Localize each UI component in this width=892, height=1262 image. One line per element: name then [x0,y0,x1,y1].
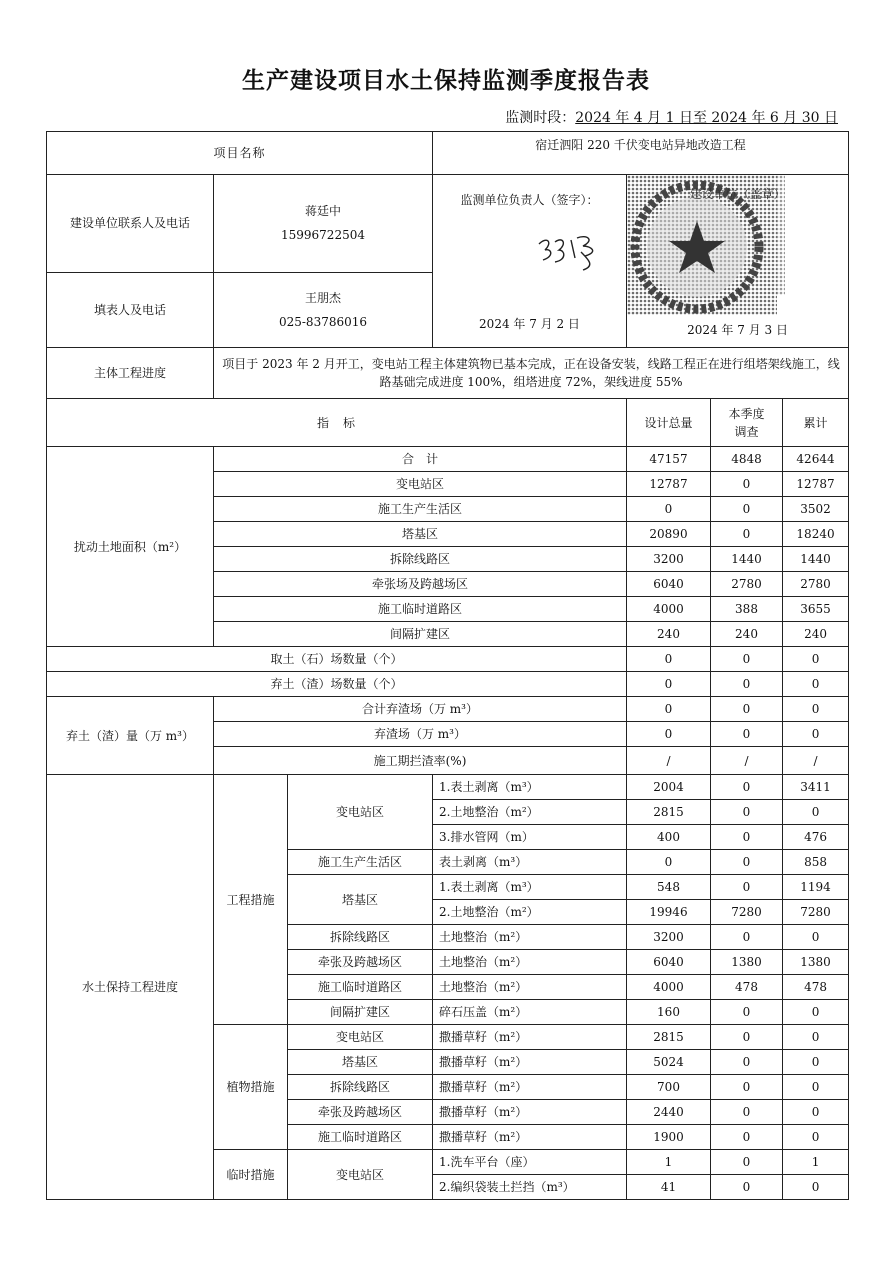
table-cell: / [711,747,783,775]
disturbed-area-label: 扰动土地面积（m²） [47,447,214,647]
contact-row [47,175,849,273]
table-cell: 拆除线路区 [214,547,627,572]
table-cell: 41 [627,1175,711,1200]
table-cell: 3502 [783,497,849,522]
swc-progress-label: 水土保持工程进度 [47,775,214,1200]
table-cell: 19946 [627,900,711,925]
zone-cell: 牵张及跨越场区 [288,950,433,975]
table-cell: 160 [627,1000,711,1025]
contact-cell [214,175,433,273]
table-cell: 0 [627,672,711,697]
table-cell: 0 [627,850,711,875]
monitor-signature-date: 2024 年 7 月 2 日 [479,317,580,331]
item-cell: 表土剥离（m³） [433,850,627,875]
table-cell: 4000 [627,975,711,1000]
table-cell: 0 [711,850,783,875]
table-cell: 0 [783,722,849,747]
contact-label: 建设单位联系人及电话 [47,175,214,273]
item-cell: 撒播草籽（m²） [433,1075,627,1100]
table-cell: 7280 [711,900,783,925]
table-cell: 0 [711,800,783,825]
table-cell: 1440 [711,547,783,572]
company-seal-cell [627,175,849,348]
item-cell: 1.表土剥离（m³） [433,875,627,900]
spoil-volume-label: 弃土（渣）量（万 m³） [47,697,214,775]
vegetation-measures-label: 植物措施 [214,1025,288,1150]
table-row [47,697,849,722]
table-cell: 0 [783,1125,849,1150]
table-cell: 0 [711,1150,783,1175]
table-cell: 取土（石）场数量（个） [47,647,627,672]
table-cell: 3655 [783,597,849,622]
indicator-header-row [47,399,849,447]
table-cell: 合 计 [214,447,627,472]
table-cell: 0 [711,825,783,850]
table-cell: 400 [627,825,711,850]
table-cell: 0 [711,497,783,522]
table-cell: 240 [783,622,849,647]
table-cell: 12787 [783,472,849,497]
table-cell: 18240 [783,522,849,547]
main-progress-text: 项目于 2023 年 2 月开工，变电站工程主体建筑物已基本完成，正在设备安装，线路工程正在进行组塔架线施工，线路基础完成进度 100%，组塔进度 72%，架线进度 55% [214,348,849,399]
zone-cell: 塔基区 [288,1050,433,1075]
table-cell: 478 [711,975,783,1000]
table-cell: 1900 [627,1125,711,1150]
zone-cell: 塔基区 [288,875,433,925]
table-cell: 6040 [627,572,711,597]
contact-phone: 15996722504 [281,228,365,243]
table-cell: 20890 [627,522,711,547]
item-cell: 碎石压盖（m²） [433,1000,627,1025]
this-quarter-header: 本季度调查 [711,399,783,447]
item-cell: 撒播草籽（m²） [433,1125,627,1150]
table-cell: 间隔扩建区 [214,622,627,647]
table-cell: 0 [627,697,711,722]
zone-cell: 施工临时道路区 [288,1125,433,1150]
monitoring-period [505,107,838,127]
table-cell: 1 [627,1150,711,1175]
table-cell: 0 [783,672,849,697]
table-cell: 0 [711,522,783,547]
handwritten-signature [533,230,603,275]
table-cell: 0 [711,1025,783,1050]
table-cell: 4848 [711,447,783,472]
table-cell: 施工生产生活区 [214,497,627,522]
table-cell: 0 [783,925,849,950]
table-cell: 弃渣场（万 m³） [214,722,627,747]
table-cell: 2815 [627,1025,711,1050]
table-cell: 700 [627,1075,711,1100]
item-cell: 1.洗车平台（座） [433,1150,627,1175]
monitoring-period-value: 2024 年 4 月 1 日至 2024 年 6 月 30 日 [575,110,838,126]
table-cell: 0 [711,1050,783,1075]
table-cell: 1380 [711,950,783,975]
zone-cell: 施工生产生活区 [288,850,433,875]
table-cell: 388 [711,597,783,622]
project-name-value: 宿迁泗阳 220 千伏变电站异地改造工程 [433,132,849,175]
table-cell: 0 [627,497,711,522]
table-cell: 施工临时道路区 [214,597,627,622]
table-cell: 2440 [627,1100,711,1125]
table-cell: 0 [711,472,783,497]
report-table [46,131,849,1200]
table-cell: 5024 [627,1050,711,1075]
table-cell: 0 [783,1000,849,1025]
item-cell: 2.土地整治（m²） [433,800,627,825]
temporary-measures-label: 临时措施 [214,1150,288,1200]
table-cell: 4000 [627,597,711,622]
table-cell: 0 [711,1175,783,1200]
item-cell: 3.排水管网（m） [433,825,627,850]
zone-cell: 变电站区 [288,775,433,850]
project-name-label: 项目名称 [47,132,433,175]
design-total-header: 设计总量 [627,399,711,447]
table-cell: 12787 [627,472,711,497]
table-cell: 240 [711,622,783,647]
filler-phone: 025-83786016 [278,314,368,329]
item-cell: 撒播草籽（m²） [433,1025,627,1050]
table-cell: 0 [627,647,711,672]
table-row [47,647,849,672]
table-cell: 0 [711,775,783,800]
table-cell: 变电站区 [214,472,627,497]
table-cell: 7280 [783,900,849,925]
table-row [47,447,849,472]
table-cell: 548 [627,875,711,900]
table-cell: 3200 [627,547,711,572]
report-title: 生产建设项目水土保持监测季度报告表 [242,67,650,94]
table-cell: 0 [783,1025,849,1050]
monitor-signature-label: 监测单位负责人（签字）： [460,193,599,207]
item-cell: 土地整治（m²） [433,950,627,975]
zone-cell: 变电站区 [288,1150,433,1200]
table-cell: 478 [783,975,849,1000]
zone-cell: 牵张及跨越场区 [288,1100,433,1125]
table-cell: 1440 [783,547,849,572]
table-cell: 0 [711,1000,783,1025]
monitor-signature-cell [433,175,627,348]
table-row [47,672,849,697]
main-progress-label: 主体工程进度 [47,348,214,399]
item-cell: 2.编织袋装土拦挡（m³） [433,1175,627,1200]
table-cell: / [783,747,849,775]
table-cell: 塔基区 [214,522,627,547]
cumulative-header: 累计 [783,399,849,447]
table-cell: 6040 [627,950,711,975]
filler-cell [214,272,433,347]
table-cell: 0 [783,1100,849,1125]
table-cell: 2780 [711,572,783,597]
main-progress-row [47,348,849,399]
table-cell: 0 [711,672,783,697]
item-cell: 土地整治（m²） [433,925,627,950]
item-cell: 撒播草籽（m²） [433,1100,627,1125]
table-cell: 2004 [627,775,711,800]
table-cell: 0 [783,1075,849,1100]
table-cell: 0 [783,647,849,672]
table-cell: 858 [783,850,849,875]
table-cell: 1380 [783,950,849,975]
table-cell: 1194 [783,875,849,900]
table-cell: 0 [627,722,711,747]
table-cell: 0 [711,647,783,672]
filler-label: 填表人及电话 [47,272,214,347]
zone-cell: 拆除线路区 [288,925,433,950]
table-cell: / [627,747,711,775]
indicator-header: 指 标 [47,399,627,447]
table-cell: 0 [711,1100,783,1125]
engineering-measures-label: 工程措施 [214,775,288,1025]
table-cell: 牵张场及跨越场区 [214,572,627,597]
contact-name: 蒋廷中 [304,204,341,219]
zone-cell: 拆除线路区 [288,1075,433,1100]
project-name-row [47,132,849,175]
zone-cell: 变电站区 [288,1025,433,1050]
table-cell: 240 [627,622,711,647]
table-cell: 2815 [627,800,711,825]
item-cell: 2.土地整治（m²） [433,900,627,925]
filler-name: 王朋杰 [304,290,341,305]
table-cell: 1 [783,1150,849,1175]
table-cell: 0 [783,1050,849,1075]
table-cell: 0 [711,722,783,747]
table-cell: 42644 [783,447,849,472]
table-cell: 0 [711,1125,783,1150]
table-cell: 合计弃渣场（万 m³） [214,697,627,722]
table-cell: 3200 [627,925,711,950]
item-cell: 土地整治（m²） [433,975,627,1000]
table-cell: 47157 [627,447,711,472]
table-cell: 弃土（渣）场数量（个） [47,672,627,697]
monitoring-period-label: 监测时段： [505,110,576,126]
table-cell: 2780 [783,572,849,597]
table-cell: 476 [783,825,849,850]
table-cell: 0 [711,875,783,900]
table-cell: 0 [783,697,849,722]
table-cell: 0 [711,925,783,950]
table-cell: 0 [711,1075,783,1100]
table-cell: 0 [783,1175,849,1200]
table-cell: 施工期拦渣率(%) [214,747,627,775]
zone-cell: 间隔扩建区 [288,1000,433,1025]
zone-cell: 施工临时道路区 [288,975,433,1000]
company-seal-date: 2024 年 7 月 3 日 [687,323,788,337]
item-cell: 撒播草籽（m²） [433,1050,627,1075]
table-cell: 0 [711,697,783,722]
table-row [47,775,849,800]
table-cell: 3411 [783,775,849,800]
company-seal-label: 建设单位（盖章） [689,187,786,201]
table-cell: 0 [783,800,849,825]
item-cell: 1.表土剥离（m³） [433,775,627,800]
